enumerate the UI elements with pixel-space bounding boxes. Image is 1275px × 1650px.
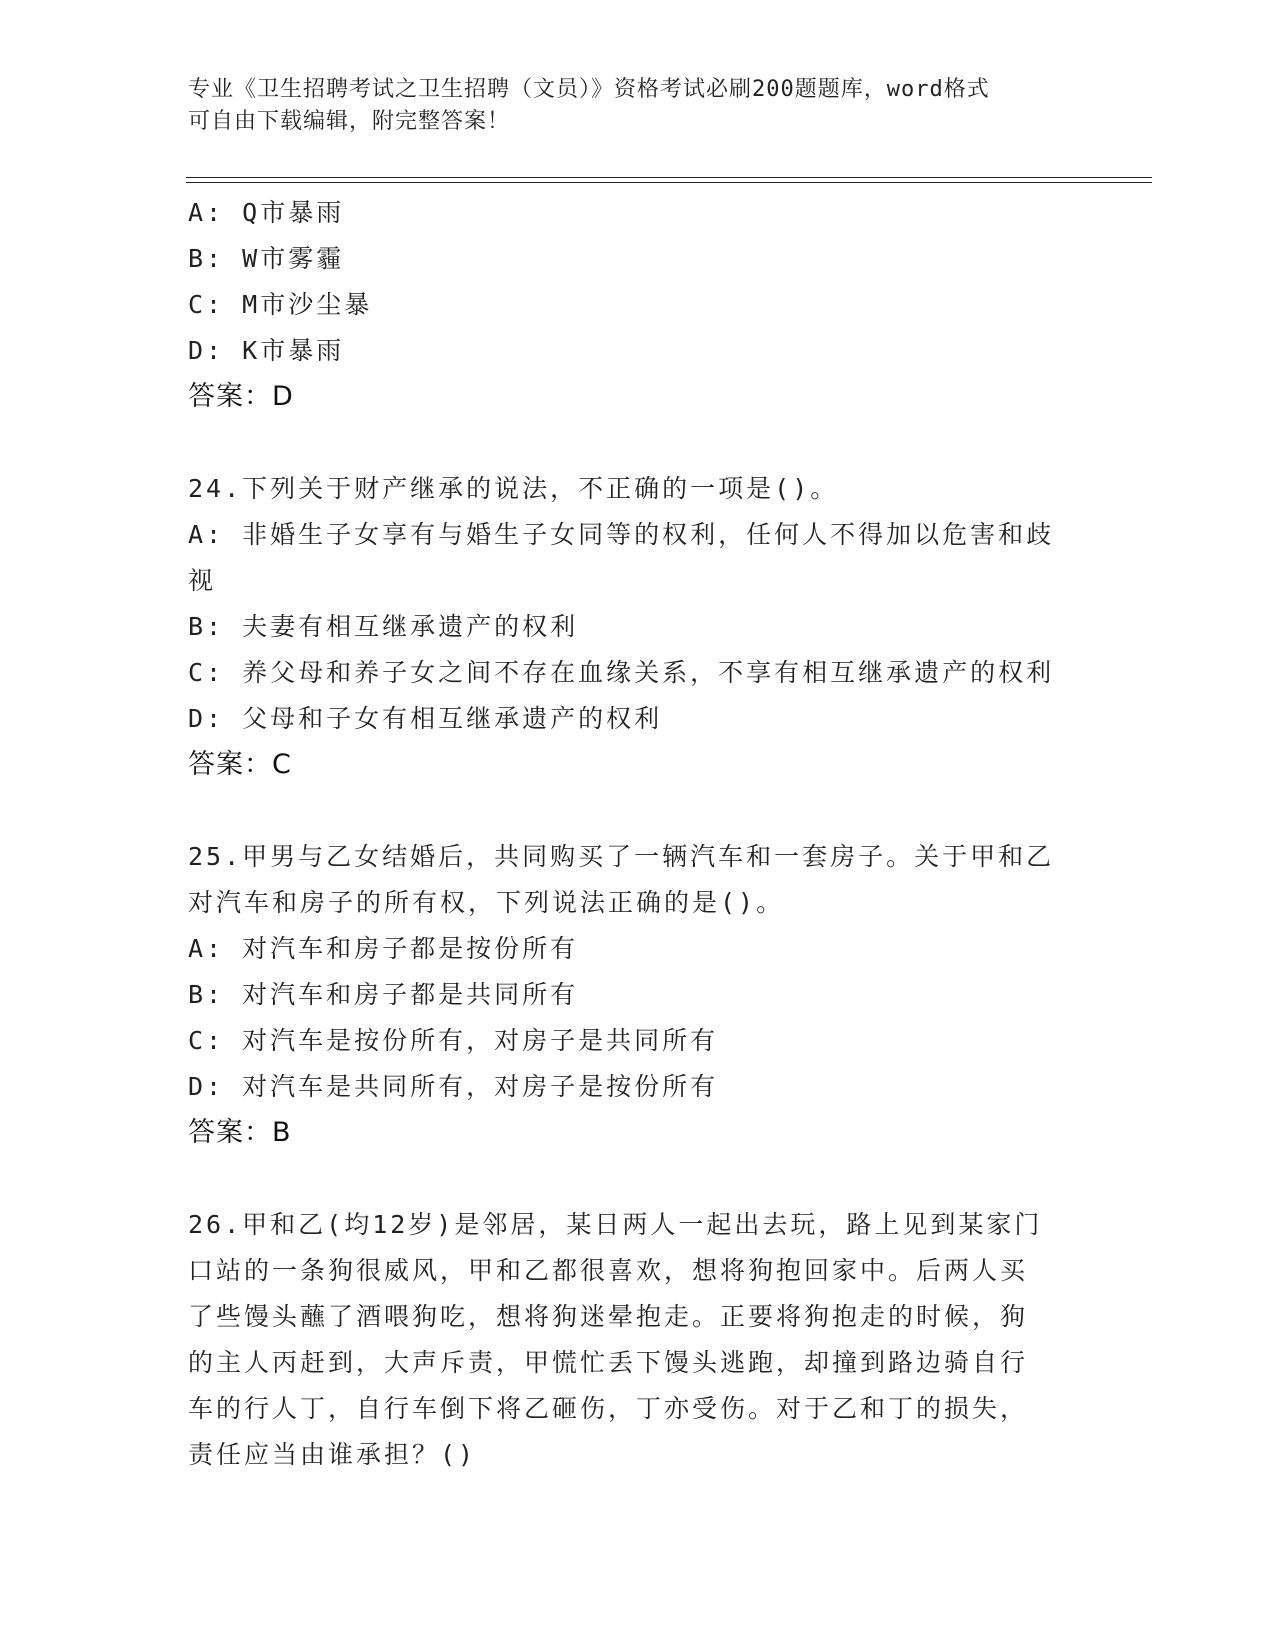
q23-option-c: C: M市沙尘暴 [188,290,373,319]
document-body [188,190,1088,1478]
q25-option-b: B: 对汽车和房子都是共同所有 [188,980,579,1009]
header-divider-top [186,177,1152,178]
q23-option-a: A: Q市暴雨 [188,198,345,227]
q26-question-line-5: 车的行人丁，自行车倒下将乙砸伤，丁亦受伤。对于乙和丁的损失， [188,1394,1029,1423]
q25-option-d: D: 对汽车是共同所有，对房子是按份所有 [188,1072,719,1101]
header-title-line-2: 可自由下载编辑，附完整答案！ [188,109,511,134]
header-title-line-1: 专业《卫生招聘考试之卫生招聘（文员）》资格考试必刷200题题库，word格式 [188,77,990,102]
q24-answer: 答案：C [188,749,292,780]
question-23-block [188,190,1088,420]
q25-option-c: C: 对汽车是按份所有，对房子是共同所有 [188,1026,719,1055]
q24-question: 24.下列关于财产继承的说法，不正确的一项是()。 [188,474,839,503]
q23-answer: 答案：D [188,381,294,412]
spacer [188,420,1088,466]
q26-question-line-1: 26.甲和乙(均12岁)是邻居，某日两人一起出去玩，路上见到某家门 [188,1210,1043,1239]
question-24-block [188,466,1088,788]
question-25-block [188,834,1088,1156]
page-header [188,74,1068,138]
q24-option-d: D: 父母和子女有相互继承遗产的权利 [188,704,663,733]
q26-question-line-3: 了些馒头蘸了酒喂狗吃，想将狗迷晕抱走。正要将狗抱走的时候，狗 [188,1302,1029,1331]
q24-option-b: B: 夫妻有相互继承遗产的权利 [188,612,579,641]
q25-answer: 答案：B [188,1117,292,1148]
q23-option-d: D: K市暴雨 [188,336,345,365]
q26-question-line-2: 口站的一条狗很威风，甲和乙都很喜欢，想将狗抱回家中。后两人买 [188,1256,1029,1285]
spacer [188,1156,1088,1202]
spacer [188,788,1088,834]
q25-question-line-1: 25.甲男与乙女结婚后，共同购买了一辆汽车和一套房子。关于甲和乙 [188,842,1055,871]
header-divider-bottom [186,182,1152,183]
q24-option-a-continued: 视 [188,566,217,595]
q26-question-line-6: 责任应当由谁承担？() [188,1440,477,1469]
q25-question-line-2: 对汽车和房子的所有权，下列说法正确的是()。 [188,888,785,917]
q26-question-line-4: 的主人丙赶到，大声斥责，甲慌忙丢下馒头逃跑，却撞到路边骑自行 [188,1348,1029,1377]
q24-option-a: A: 非婚生子女享有与婚生子女同等的权利，任何人不得加以危害和歧 [188,520,1055,549]
q25-option-a: A: 对汽车和房子都是按份所有 [188,934,579,963]
q23-option-b: B: W市雾霾 [188,244,345,273]
question-26-block [188,1202,1088,1478]
q24-option-c: C: 养父母和养子女之间不存在血缘关系，不享有相互继承遗产的权利 [188,658,1055,687]
